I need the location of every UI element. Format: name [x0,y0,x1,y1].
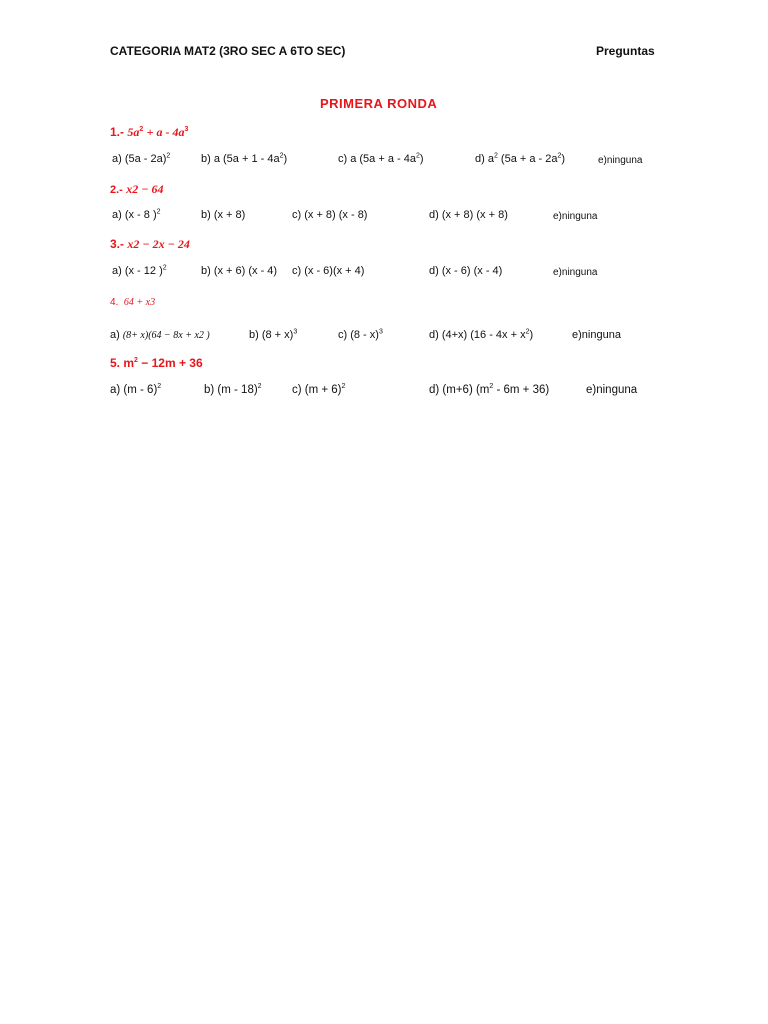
question-number: 1.- [110,125,125,139]
option-5d[interactable]: d) (m+6) $(m^2 - 6m + 36)$ [429,383,550,396]
question-number: 3.- [110,237,125,251]
option-2e[interactable]: e)ninguna [553,211,598,222]
question-number: 2.- [110,184,123,196]
round-title: PRIMERA RONDA [320,96,438,111]
option-4d[interactable]: d) (4+x) $(16 - 4x + x^2)$ [429,328,534,341]
option-1d[interactable]: d) $a^2$ $(5a + a - 2a^2)$ [475,152,566,165]
option-3c[interactable]: c) (x - 6)(x + 4) [292,265,365,277]
header-category: CATEGORIA MAT2 (3RO SEC A 6TO SEC) [110,44,346,58]
option-4a[interactable]: a) (8+ x)(64 − 8x + x2 ) [110,329,210,341]
question-5: 5. $m^2 - 12m + 36$ [110,356,203,370]
option-1e[interactable]: e)ninguna [598,155,643,166]
option-1c[interactable]: c) a $(5a + a - 4a^2)$ [338,152,424,165]
option-5b[interactable]: b) (m - 18)$^2$ [204,383,262,396]
option-2d[interactable]: d) (x + 8) (x + 8) [429,209,508,221]
option-3a[interactable]: a) (x - 12 )$^2$ [112,264,167,277]
option-4b[interactable]: b) $(8 + x)^3$ [249,328,298,341]
question-1: 1.- $5a^2 + a - 4a^3$ [110,125,189,139]
option-1b[interactable]: b) a $(5a + 1 - 4a^2)$ [201,152,288,165]
option-3e[interactable]: e)ninguna [553,267,598,278]
question-number: 4. [110,297,119,308]
option-4c[interactable]: c) (8 - x)$^3$ [338,328,383,341]
option-1a[interactable]: a) (5a - 2a)$^2$ [112,152,171,165]
option-2b[interactable]: b) (x + 8) [201,209,246,221]
option-2c[interactable]: c) (x + 8) (x - 8) [292,209,368,221]
option-2a[interactable]: a) (x - 8 )$^2$ [112,208,161,221]
question-4: 4. 64 + x3 [110,297,156,308]
question-2: 2.- x2 − 64 [110,182,164,196]
option-5e[interactable]: e)ninguna [586,384,638,396]
header-section: Preguntas [596,44,655,58]
option-5a[interactable]: a) (m - 6)$^2$ [110,383,162,396]
option-3b[interactable]: b) (x + 6) (x - 4) [201,265,278,277]
question-3: 3.- x2 − 2x − 24 [110,237,190,251]
option-5c[interactable]: c) $(m + 6)^2$ [292,383,346,396]
option-4e[interactable]: e)ninguna [572,329,621,341]
question-number: 5. [110,356,121,370]
option-3d[interactable]: d) (x - 6) (x - 4) [429,265,503,277]
